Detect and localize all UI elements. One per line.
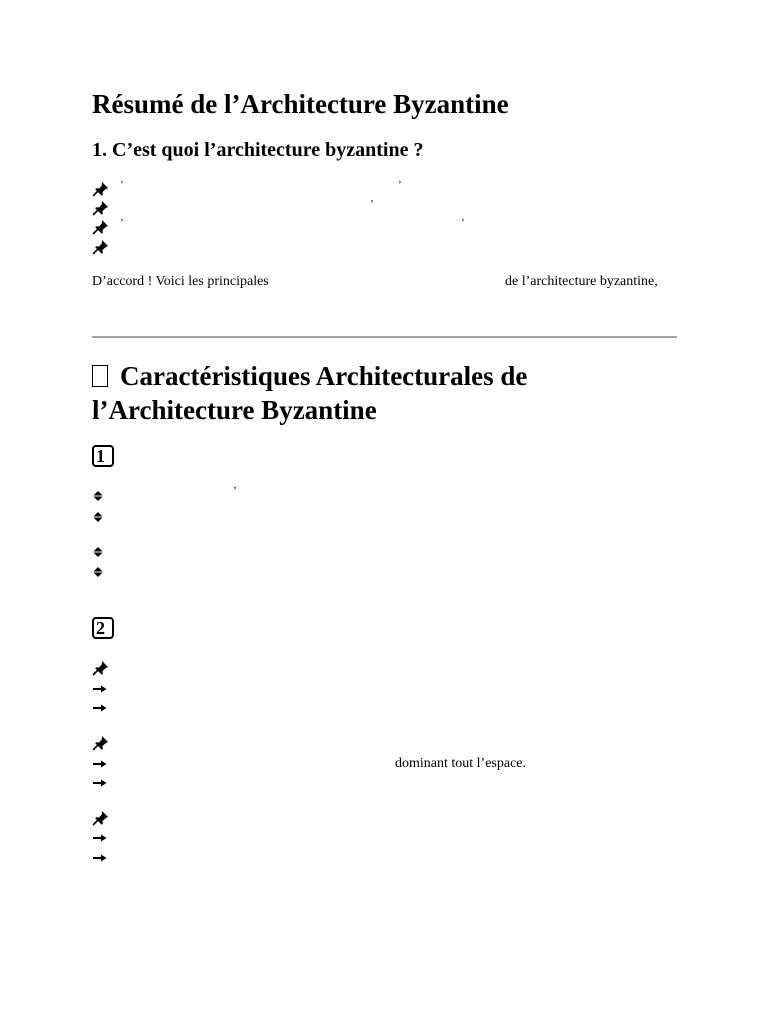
- section-heading-characteristics: [92, 359, 527, 393]
- stray-apostrophe: ’: [120, 217, 124, 229]
- pushpin-icon: [92, 219, 110, 235]
- right-arrow-icon: [92, 833, 108, 843]
- intro-text-right: de l’architecture byzantine,: [505, 274, 658, 289]
- pushpin-icon: [92, 660, 110, 676]
- keycap-2-icon: 2: [92, 617, 114, 639]
- missing-glyph-box-icon: [92, 365, 108, 387]
- fragment-text: dominant tout l’espace.: [395, 756, 527, 771]
- pushpin-icon: [92, 200, 110, 216]
- right-arrow-icon: [92, 684, 108, 694]
- right-arrow-icon: [92, 778, 108, 788]
- pushpin-icon: [92, 735, 110, 751]
- heading-line-1: Caractéristiques Architecturales de: [120, 361, 528, 391]
- diamond-bullet-icon: [92, 490, 104, 502]
- stray-apostrophe: ’: [370, 198, 374, 210]
- section-heading-what-is: 1. C’est quoi l’architecture byzantine ?: [92, 139, 424, 161]
- diamond-bullet-icon: [92, 546, 104, 558]
- document-title: Résumé de l’Architecture Byzantine: [92, 89, 509, 119]
- horizontal-divider: [92, 336, 677, 338]
- stray-apostrophe: ’: [398, 179, 402, 191]
- keycap-1-icon: 1: [92, 445, 114, 467]
- pushpin-icon: [92, 239, 110, 255]
- diamond-bullet-icon: [92, 566, 104, 578]
- right-arrow-icon: [92, 703, 108, 713]
- pushpin-icon: [92, 181, 110, 197]
- heading-line-2: l’Architecture Byzantine: [92, 395, 377, 425]
- right-arrow-icon: [92, 759, 108, 769]
- diamond-bullet-icon: [92, 511, 104, 523]
- right-arrow-icon: [92, 853, 108, 863]
- pushpin-icon: [92, 810, 110, 826]
- stray-apostrophe: ’: [120, 179, 124, 191]
- intro-text-left: D’accord ! Voici les principales: [92, 274, 269, 289]
- stray-apostrophe: ’: [233, 485, 237, 497]
- stray-apostrophe: ’: [461, 217, 465, 229]
